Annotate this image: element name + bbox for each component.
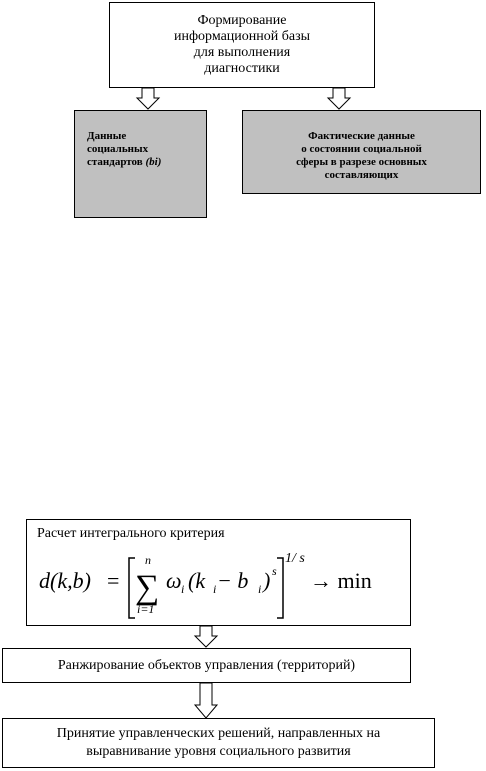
social-standards-box [74,110,207,218]
formula-target: → min [310,568,372,593]
integral-criterion-box [26,519,411,626]
info-base-box [109,2,375,88]
term-open: (k [188,568,206,593]
integral-criterion-formula [27,520,410,625]
social-standards-text: Данные социальных стандартов [87,130,149,168]
formula-lhs: d(k,b) [39,568,91,593]
sum-upper-limit: n [145,553,151,567]
weight-symbol: ω [166,568,182,593]
k-index: i [213,582,217,596]
arrow-down-icon [327,88,351,110]
arrow-down-icon [136,88,160,110]
sum-lower-limit: i=1 [137,602,155,616]
b-index: i [258,582,262,596]
term-close: ) [263,568,271,593]
term-minus-b: − b [217,568,249,593]
ranking-text: Ранжирование объектов управления (территорий) [57,657,356,673]
decision-box [2,718,435,768]
info-base-text: Формирование информационной базы для выполнения диагностики [173,13,311,76]
right-bracket-icon [277,558,283,618]
sigma-icon: ∑ [135,569,160,606]
actual-data-text: Фактические данные о состоянии социальной сферы в разрезе основных составляющих [296,130,427,181]
social-standards-symbol: (bi) [145,156,162,168]
outer-power: 1/ s [285,551,305,566]
arrow-down-icon [194,683,218,719]
formula-equals: = [107,568,120,593]
integral-criterion-caption: Расчет интегрального критерия [37,526,225,541]
weight-index: i [181,582,185,596]
arrow-down-icon [194,626,218,648]
inner-power: s [272,564,277,578]
decision-text: Принятие управленческих решений, направленных на выравнивание уровня социального развития [56,726,381,759]
ranking-box [2,648,411,683]
actual-data-box [242,110,481,194]
